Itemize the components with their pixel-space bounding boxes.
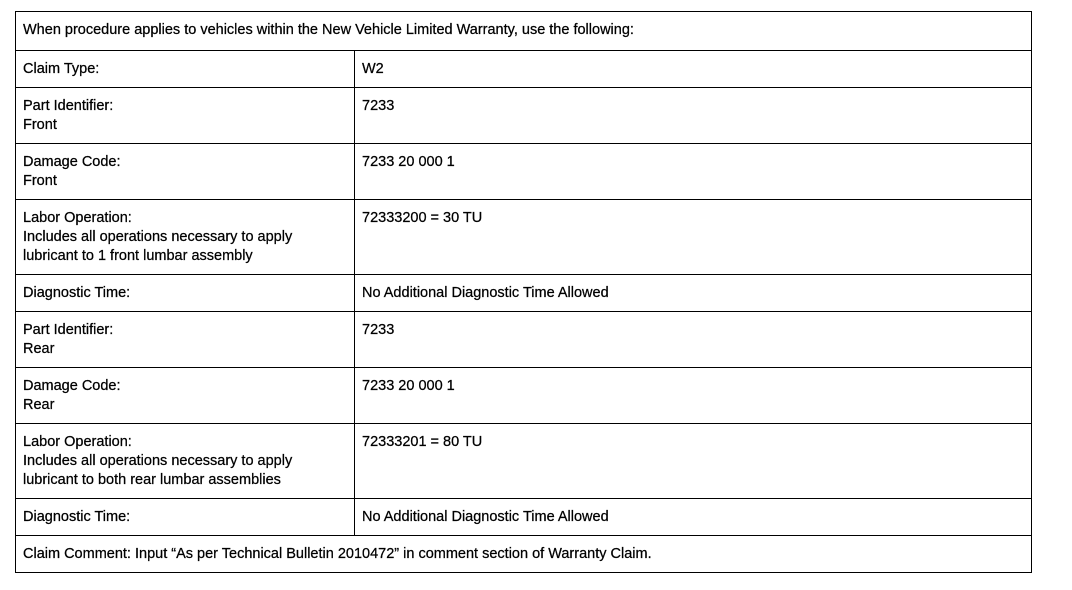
table-row-diagnostic-time-rear	[16, 499, 1032, 536]
label-line: Damage Code:	[23, 154, 121, 170]
label-cell	[16, 51, 355, 88]
table-row-labor-operation-rear	[16, 424, 1032, 499]
value-cell: 7233 20 000 1	[355, 368, 1032, 424]
label-cell	[16, 499, 355, 536]
value-cell: 72333201 = 80 TU	[355, 424, 1032, 499]
label-line: Includes all operations necessary to apply	[23, 453, 293, 469]
value-cell: 7233	[355, 312, 1032, 368]
label-cell	[16, 88, 355, 144]
label-cell	[16, 312, 355, 368]
label-line: Labor Operation:	[23, 210, 132, 226]
table-row-part-identifier-front	[16, 88, 1032, 144]
label-line: Diagnostic Time:	[23, 509, 131, 525]
value-cell: 7233 20 000 1	[355, 144, 1032, 200]
label-line: lubricant to both rear lumbar assemblies	[23, 472, 281, 488]
label-cell	[16, 144, 355, 200]
table-row-damage-code-front	[16, 144, 1032, 200]
label-line: Part Identifier:	[23, 322, 114, 338]
value-cell: 7233	[355, 88, 1032, 144]
label-cell	[16, 424, 355, 499]
table-row-part-identifier-rear	[16, 312, 1032, 368]
table-row-claim-type	[16, 51, 1032, 88]
label-line: Claim Type:	[23, 61, 100, 77]
warranty-table	[15, 11, 1032, 573]
label-line: Diagnostic Time:	[23, 285, 131, 301]
value-cell: No Additional Diagnostic Time Allowed	[355, 499, 1032, 536]
label-line: Rear	[23, 341, 55, 357]
table-header-row	[16, 12, 1032, 51]
label-line: Part Identifier:	[23, 98, 114, 114]
table-header-cell: When procedure applies to vehicles within the New Vehicle Limited Warranty, use the following:	[16, 12, 1032, 51]
label-cell	[16, 275, 355, 312]
label-line: Labor Operation:	[23, 434, 132, 450]
label-cell	[16, 200, 355, 275]
label-cell	[16, 368, 355, 424]
value-cell: W2	[355, 51, 1032, 88]
label-line: Rear	[23, 397, 55, 413]
label-line: Damage Code:	[23, 378, 121, 394]
label-line: Includes all operations necessary to apply	[23, 229, 293, 245]
label-line: Front	[23, 117, 57, 133]
table-row-labor-operation-front	[16, 200, 1032, 275]
table-row-diagnostic-time-front	[16, 275, 1032, 312]
table-row-damage-code-rear	[16, 368, 1032, 424]
value-cell: No Additional Diagnostic Time Allowed	[355, 275, 1032, 312]
label-line: Front	[23, 173, 57, 189]
label-line: lubricant to 1 front lumbar assembly	[23, 248, 253, 264]
claim-comment-cell: Claim Comment: Input “As per Technical Bulletin 2010472” in comment section of Warranty Claim.	[16, 536, 1032, 573]
table-footer-row	[16, 536, 1032, 573]
value-cell: 72333200 = 30 TU	[355, 200, 1032, 275]
